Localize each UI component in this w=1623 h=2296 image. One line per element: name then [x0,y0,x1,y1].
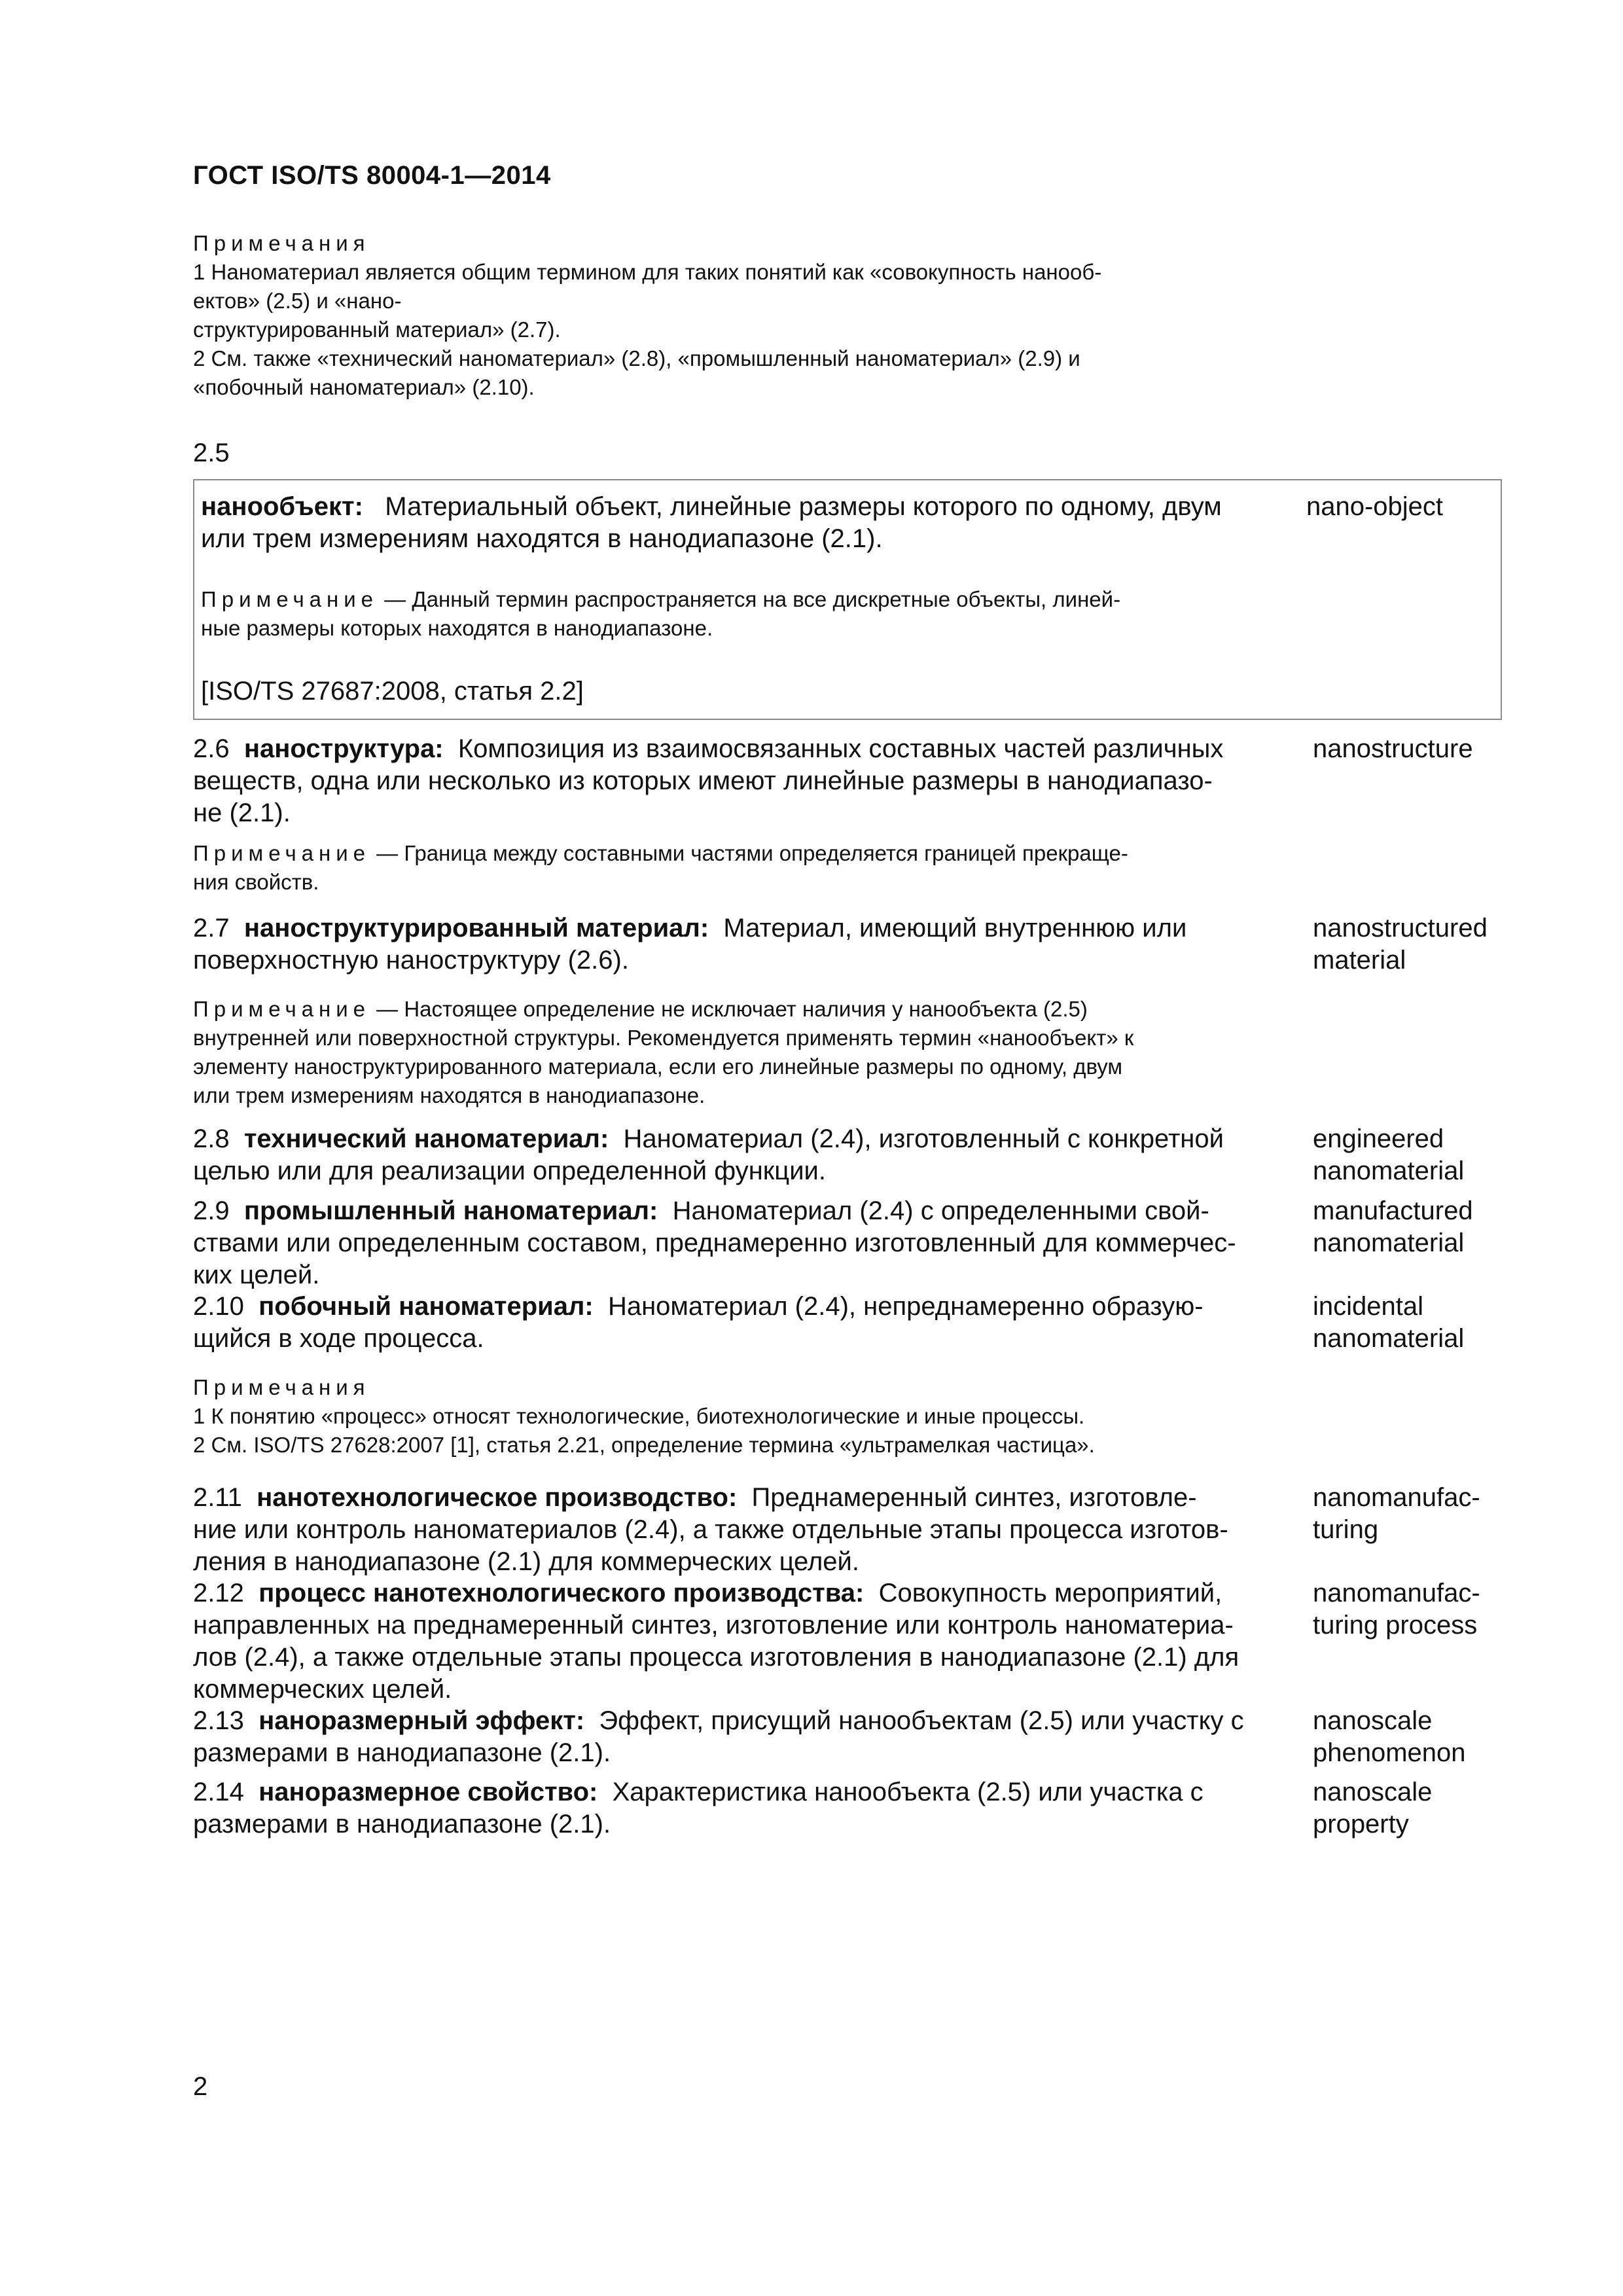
note-text: ные размеры которых находятся в нанодиапазоне. [201,616,713,640]
term-definition: Характеристика нанообъекта (2.5) или участка с [612,1778,1204,1806]
note-line: структурированный материал» (2.7). [193,317,561,342]
english-term-line: nanoscale [1313,1706,1433,1735]
term-name: побочный наноматериал: [259,1292,594,1321]
note-line: 2 См. также «технический наноматериал» (2.8), «промышленный наноматериал» (2.9) и [193,346,1080,370]
term-2-8 [193,1123,1266,1187]
section-number: 2.13 [193,1706,244,1735]
term-name: наноразмерный эффект: [259,1706,585,1735]
term-definition: направленных на преднамеренный синтез, изготовление или контроль наноматериа- [193,1611,1234,1640]
term-2-6-note [193,839,1266,897]
term-definition: ние или контроль наноматериалов (2.4), а также отдельные этапы процесса изготов- [193,1515,1228,1544]
english-term-line: engineered [1313,1124,1444,1153]
english-term-line: nanomanufac- [1313,1483,1480,1512]
note-line: 1 Наноматериал является общим термином для таких понятий как «совокупность нанооб- [193,260,1102,284]
term-name: технический наноматериал: [243,1124,609,1153]
note-line: «побочный наноматериал» (2.10). [193,375,535,399]
term-definition: ствами или определенным составом, преднамеренно изготовленный для коммерчес- [193,1229,1236,1257]
page-number: 2 [193,2072,208,2101]
term-definition: Композиция из взаимосвязанных составных частей различных [457,734,1224,763]
note-line: 1 К понятию «процесс» относят технологические, биотехнологические и иные процессы. [193,1404,1085,1428]
english-term [1313,1195,1473,1259]
section-number: 2.11 [193,1483,242,1512]
term-2-6 [193,733,1266,829]
term-name: наноразмерное свойство: [259,1778,598,1806]
term-definition: Материал, имеющий внутреннюю или [723,914,1187,942]
english-term-line: nanomaterial [1313,1324,1465,1353]
english-term [1313,1577,1480,1641]
note-line: ектов» (2.5) и «нано- [193,289,402,313]
note-text: ния свойств. [193,870,319,894]
english-term [1313,1482,1480,1546]
note-text: — Данный термин распространяется на все дискретные объекты, линей- [378,587,1121,611]
section-number: 2.12 [193,1579,244,1607]
term-definition: Совокупность мероприятий, [878,1579,1222,1607]
term-definition: щийся в ходе процесса. [193,1324,484,1353]
english-term [1313,1776,1432,1840]
term-2-7 [193,912,1266,977]
note-label: Примечание [201,587,379,611]
term-2-9 [193,1195,1266,1291]
section-number: 2.9 [193,1196,230,1225]
document-header: ГОСТ ISO/TS 80004-1—2014 [193,161,551,190]
term-definition: поверхностную наноструктуру (2.6). [193,946,629,975]
term-2-14 [193,1776,1266,1840]
section-number: 2.14 [193,1778,244,1806]
term-definition: Преднамеренный синтез, изготовле- [751,1483,1197,1512]
english-term-line: nanoscale [1313,1778,1433,1806]
section-number: 2.10 [193,1292,244,1321]
term-name: наноструктура: [243,734,444,763]
note-text: элементу наноструктурированного материала, если его линейные размеры по одному, двум [193,1054,1123,1079]
notes-mid [193,1373,1266,1460]
term-2-13 [193,1705,1266,1769]
note-text: или трем измерениям находятся в нанодиапазоне. [193,1083,705,1107]
section-number: 2.8 [193,1124,230,1153]
term-definition: Наноматериал (2.4) с определенными свой- [672,1196,1209,1225]
term-2-10 [193,1291,1266,1355]
term-definition: коммерческих целей. [193,1675,452,1704]
english-term-line: nanostructured [1313,914,1488,942]
english-term-line: property [1313,1810,1409,1839]
term-definition: лов (2.4), а также отдельные этапы процесса изготовления в нанодиапазоне (2.1) для [193,1643,1240,1672]
english-term [1313,1705,1466,1769]
english-term-line: incidental [1313,1292,1424,1321]
term-definition: или трем измерениям находятся в нанодиапазоне (2.1). [201,524,883,553]
term-2-12 [193,1577,1266,1706]
term-name: нанообъект: [201,492,363,521]
english-term: nanostructure [1313,734,1473,763]
english-term-line: nanomanufac- [1313,1579,1480,1607]
term-definition: Наноматериал (2.4), изготовленный с конкретной [623,1124,1224,1153]
english-term-line: turing process [1313,1611,1478,1640]
section-number: 2.7 [193,914,230,942]
english-term-line: turing [1313,1515,1379,1544]
term-definition: ления в нанодиапазоне (2.1) для коммерческих целей. [193,1547,860,1576]
english-term [1313,1123,1464,1187]
english-term: nano-object [1306,492,1444,521]
term-2-5-definition [201,491,1274,555]
term-definition: Наноматериал (2.4), непреднамеренно образую- [607,1292,1204,1321]
english-term-line: phenomenon [1313,1738,1466,1767]
term-definition: целью или для реализации определенной функции. [193,1157,826,1185]
term-name: процесс нанотехнологического производства: [259,1579,865,1607]
note-text: внутренней или поверхностной структуры. Рекомендуется применять термин «нанообъект» к [193,1026,1134,1050]
term-definition: веществ, одна или несколько из которых имеют линейные размеры в нанодиапазо- [193,766,1213,795]
term-name: промышленный наноматериал: [243,1196,658,1225]
note-text: — Настоящее определение не исключает наличия у нанообъекта (2.5) [370,997,1088,1021]
term-definition: Эффект, присущий нанообъектам (2.5) или участку с [599,1706,1244,1735]
note-label: Примечание [193,997,371,1021]
term-name: нанотехнологическое производство: [257,1483,738,1512]
term-definition: ких целей. [193,1261,320,1289]
term-definition: Материальный объект, линейные размеры которого по одному, двум [385,492,1222,521]
notes-title: Примечания [193,1375,370,1399]
term-2-11 [193,1482,1266,1578]
note-text: — Граница между составными частями определяется границей прекраще- [370,841,1128,865]
note-label: Примечание [193,841,371,865]
english-term [1313,912,1488,977]
term-definition: размерами в нанодиапазоне (2.1). [193,1810,611,1839]
english-term-line: nanomaterial [1313,1229,1465,1257]
term-name: наноструктурированный материал: [243,914,709,942]
section-number: 2.6 [193,734,230,763]
english-term [1313,1291,1464,1355]
note-line: 2 См. ISO/TS 27628:2007 [1], статья 2.21, определение термина «ультрамелкая частица». [193,1433,1095,1457]
english-term-line: nanomaterial [1313,1157,1465,1185]
english-term-line: manufactured [1313,1196,1473,1225]
notes-top [193,229,1266,402]
source-reference: [ISO/TS 27687:2008, статья 2.2] [201,677,584,706]
notes-title: Примечания [193,231,370,255]
section-number: 2.5 [193,439,230,467]
term-definition: размерами в нанодиапазоне (2.1). [193,1738,611,1767]
term-2-7-note [193,995,1266,1110]
term-2-5-note [201,585,1274,643]
term-definition: не (2.1). [193,798,291,827]
english-term-line: material [1313,946,1406,975]
